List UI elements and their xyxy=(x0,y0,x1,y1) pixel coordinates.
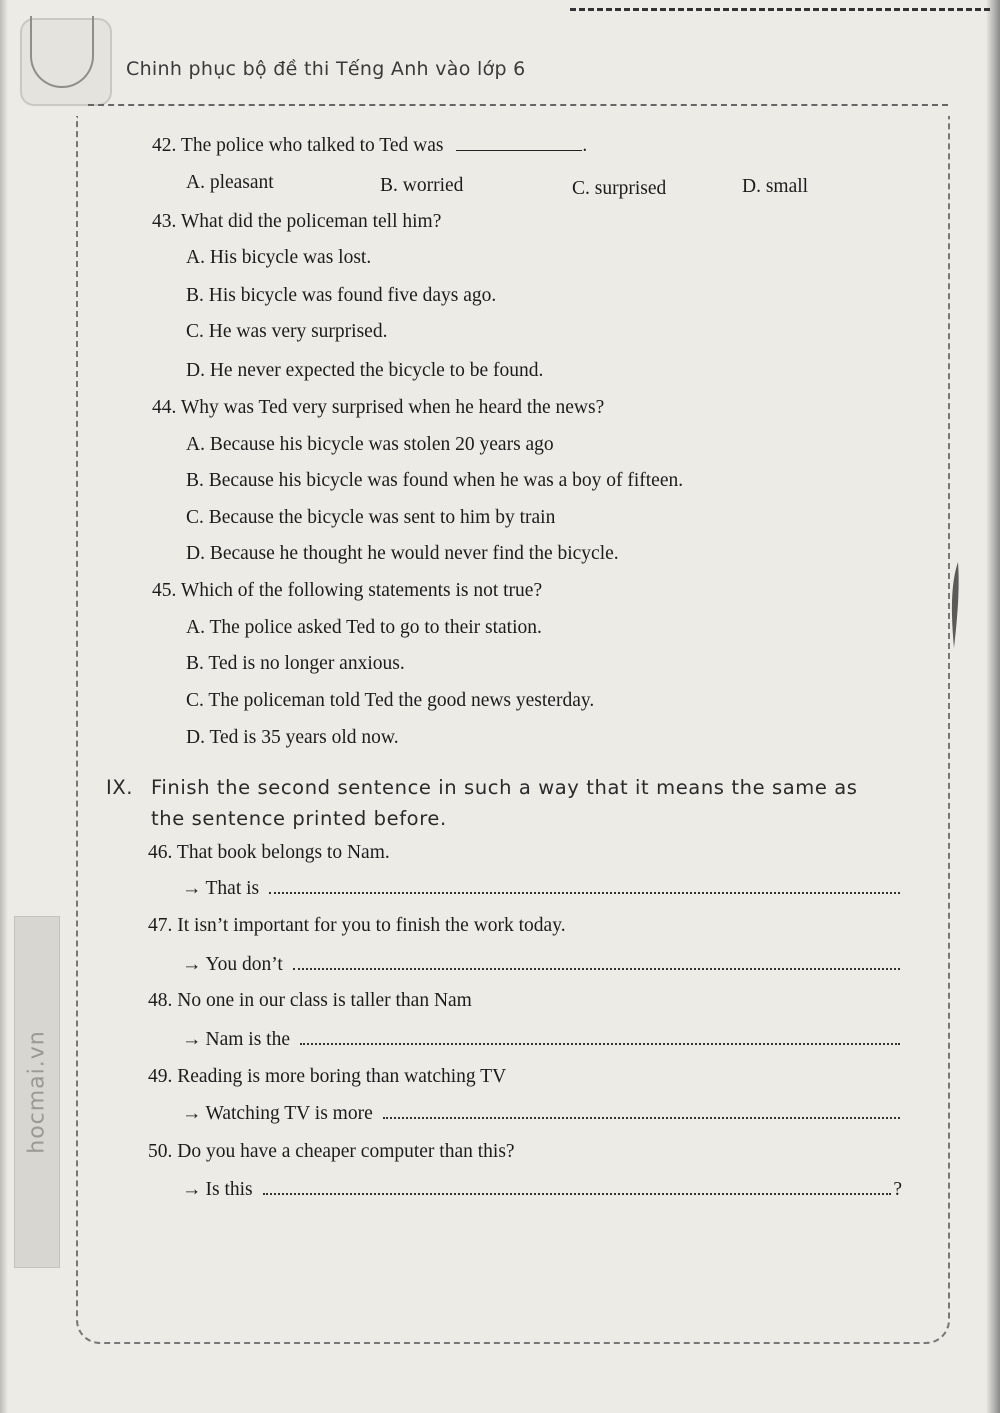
question-text: What did the policeman tell him? xyxy=(180,211,442,232)
question-number: 42. xyxy=(152,135,177,156)
question-text: Reading is more boring than watching TV xyxy=(177,1066,507,1087)
option-43b: B. His bicycle was found five days ago. xyxy=(186,285,497,306)
answer-line-48 xyxy=(182,1029,902,1051)
option-42c: C. surprised xyxy=(572,178,667,199)
option-42b: B. worried xyxy=(380,175,464,196)
corner-tab-loop xyxy=(30,16,94,88)
header-title: Chinh phục bộ đề thi Tếng Anh vào lớp 6 xyxy=(126,58,526,80)
question-number: 48. xyxy=(148,990,173,1011)
answer-line-47 xyxy=(182,954,902,976)
question-number: 45. xyxy=(152,580,177,601)
answer-line-50 xyxy=(182,1179,902,1201)
question-text: Which of the following statements is not true? xyxy=(180,580,543,601)
arrow-icon: → xyxy=(182,954,202,975)
answer-dots xyxy=(383,1103,900,1119)
side-watermark xyxy=(14,916,60,1268)
arrow-icon: → xyxy=(182,1029,202,1050)
question-42 xyxy=(152,134,587,157)
transform-48 xyxy=(148,990,472,1012)
question-44 xyxy=(152,397,604,419)
header-divider xyxy=(88,104,948,106)
top-rule xyxy=(570,8,990,11)
question-number: 49. xyxy=(148,1066,173,1087)
question-number: 46. xyxy=(148,842,173,863)
option-42a: A. pleasant xyxy=(186,172,274,193)
arrow-icon: → xyxy=(182,878,202,899)
answer-start: That is xyxy=(205,878,260,899)
answer-start: Watching TV is more xyxy=(205,1103,373,1124)
option-45a: A. The police asked Ted to go to their station. xyxy=(186,617,542,638)
corner-tab xyxy=(20,18,112,106)
arrow-icon: → xyxy=(182,1103,202,1124)
section-instruction-line2: the sentence printed before. xyxy=(151,807,447,830)
question-text: Why was Ted very surprised when he heard the news? xyxy=(180,397,605,418)
option-42d: D. small xyxy=(742,176,809,197)
question-text: No one in our class is taller than Nam xyxy=(177,990,472,1011)
answer-start: Nam is the xyxy=(205,1029,290,1050)
section-heading xyxy=(106,772,936,834)
question-text: It isn’t important for you to finish the work today. xyxy=(177,915,566,936)
answer-start: You don’t xyxy=(205,954,283,975)
arrow-icon: → xyxy=(182,1179,202,1200)
option-43a: A. His bicycle was lost. xyxy=(186,247,372,268)
option-44a: A. Because his bicycle was stolen 20 years ago xyxy=(186,434,554,455)
ink-mark xyxy=(948,560,962,650)
answer-dots xyxy=(293,954,900,970)
option-44c: C. Because the bicycle was sent to him by train xyxy=(186,507,556,528)
question-number: 47. xyxy=(148,915,173,936)
answer-line-49 xyxy=(182,1103,902,1125)
answer-blank xyxy=(456,134,582,151)
option-44d: D. Because he thought he would never find the bicycle. xyxy=(186,543,619,564)
transform-46 xyxy=(148,842,390,864)
question-end: . xyxy=(582,135,588,156)
page-right-edge xyxy=(986,0,1000,1413)
question-text: Do you have a cheaper computer than this? xyxy=(177,1141,515,1162)
section-instruction-line1: Finish the second sentence in such a way that it means the same as xyxy=(151,776,858,799)
answer-dots xyxy=(263,1179,892,1195)
answer-end: ? xyxy=(893,1179,902,1200)
section-number: IX. xyxy=(106,776,134,799)
question-number: 44. xyxy=(152,397,177,418)
option-44b: B. Because his bicycle was found when he was a boy of fifteen. xyxy=(186,470,684,491)
transform-47 xyxy=(148,915,566,937)
option-45b: B. Ted is no longer anxious. xyxy=(186,653,405,674)
watermark-text: hocmai.vn xyxy=(24,1030,50,1154)
transform-49 xyxy=(148,1066,506,1088)
option-43c: C. He was very surprised. xyxy=(186,321,388,342)
answer-dots xyxy=(300,1029,900,1045)
question-number: 43. xyxy=(152,211,177,232)
answer-line-46 xyxy=(182,878,902,900)
option-45d: D. Ted is 35 years old now. xyxy=(186,727,399,748)
option-43d: D. He never expected the bicycle to be found. xyxy=(186,360,544,381)
question-45 xyxy=(152,580,542,602)
question-text: The police who talked to Ted was xyxy=(180,135,444,156)
question-number: 50. xyxy=(148,1141,173,1162)
transform-50 xyxy=(148,1141,515,1163)
question-43 xyxy=(152,211,441,233)
option-45c: C. The policeman told Ted the good news yesterday. xyxy=(186,690,595,711)
page-left-edge xyxy=(0,0,8,1413)
question-text: That book belongs to Nam. xyxy=(176,842,390,863)
answer-dots xyxy=(269,878,900,894)
answer-start: Is this xyxy=(205,1179,253,1200)
